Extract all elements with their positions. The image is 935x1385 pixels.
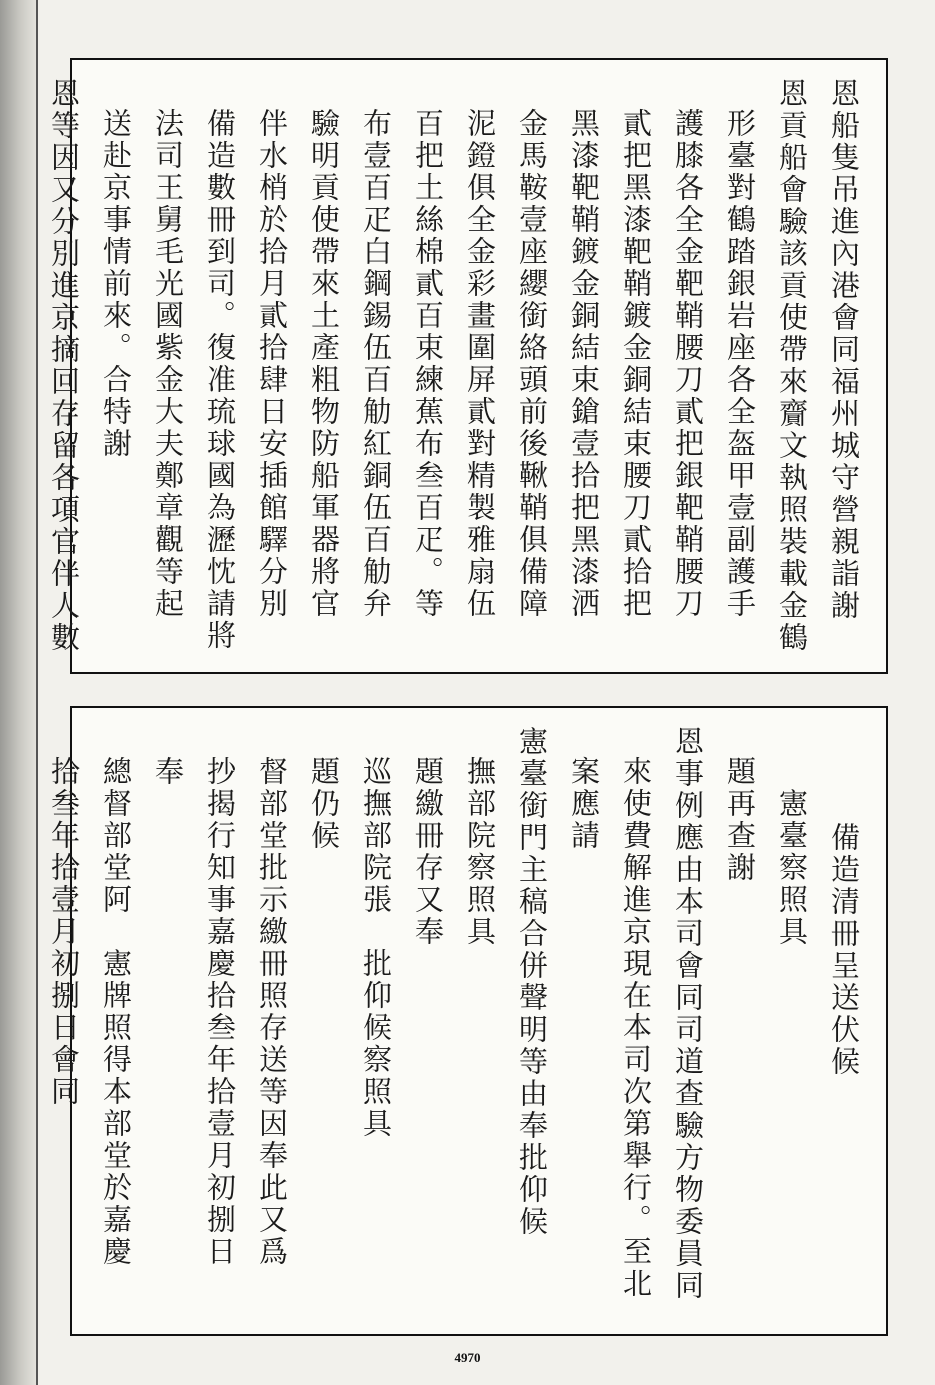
bottom-column: 巡撫部院張 批仰候察照具 bbox=[359, 756, 393, 1140]
bottom-column: 恩事例應由本司會同司道查驗方物委員同 bbox=[671, 726, 705, 1302]
page-number: 4970 bbox=[454, 1350, 481, 1365]
top-column: 百把土絲棉貳百束練蕉布叁百疋。等 bbox=[411, 108, 445, 620]
top-column: 備造數冊到司。復准琉球國為瀝忱請將 bbox=[203, 108, 237, 652]
top-column: 恩船隻吊進內港會同福州城守營親詣謝 bbox=[827, 78, 861, 622]
bottom-text-panel bbox=[47, 706, 888, 1336]
top-text-panel bbox=[47, 58, 888, 674]
top-column: 布壹百疋白鋼錫伍百觔紅銅伍百觔弁 bbox=[359, 108, 393, 620]
bottom-column: 抄揭行知事嘉慶拾叁年拾壹月初捌日 bbox=[203, 756, 237, 1268]
bottom-column: 備造清冊呈送伏候 bbox=[827, 822, 861, 1078]
bottom-column: 奉 bbox=[151, 756, 185, 788]
top-column: 法司王舅毛光國紫金大夫鄭章觀等起 bbox=[151, 108, 185, 620]
top-column: 貳把黑漆靶鞘鍍金銅結束腰刀貳拾把 bbox=[619, 108, 653, 620]
bottom-column: 拾叁年拾壹月初捌日會同 bbox=[47, 756, 81, 1108]
top-text-columns bbox=[47, 60, 886, 672]
bottom-column: 題仍候 bbox=[307, 756, 341, 852]
top-column: 泥鐙俱全金彩畫圍屏貳對精製雅扇伍 bbox=[463, 108, 497, 620]
bottom-column: 憲臺察照具 bbox=[775, 788, 809, 948]
bottom-column: 案應請 bbox=[567, 756, 601, 852]
top-column: 形臺對鶴踏銀岩座各全盔甲壹副護手 bbox=[723, 108, 757, 620]
top-column: 黑漆靶鞘鍍金銅結束鎗壹拾把黑漆洒 bbox=[567, 108, 601, 620]
bottom-column: 督部堂批示繳冊照存送等因奉此又爲 bbox=[255, 756, 289, 1268]
bottom-column: 總督部堂阿 憲牌照得本部堂於嘉慶 bbox=[99, 756, 133, 1268]
bottom-text-columns bbox=[47, 708, 886, 1334]
top-column: 護膝各全金靶鞘腰刀貳把銀靶鞘腰刀 bbox=[671, 108, 705, 620]
top-column: 伴水梢於拾月貳拾肆日安插館驛分別 bbox=[255, 108, 289, 620]
bottom-column: 題再查謝 bbox=[723, 756, 757, 884]
bottom-column: 憲臺銜門主稿合併聲明等由奉批仰候 bbox=[515, 726, 549, 1238]
top-column: 金馬鞍壹座纓銜絡頭前後鞦鞘俱備障 bbox=[515, 108, 549, 620]
top-column: 恩等因又分別進京摘回存留各項官伴人數 bbox=[47, 78, 81, 654]
top-column: 恩貢船會驗該貢使帶來齎文執照裝載金鶴 bbox=[775, 78, 809, 654]
top-column: 送赴京事情前來。合特謝 bbox=[99, 108, 133, 460]
book-spine-shadow bbox=[0, 0, 36, 1385]
bottom-column: 題繳冊存又奉 bbox=[411, 756, 445, 948]
bottom-column: 來使費解進京現在本司次第舉行。至北 bbox=[619, 756, 653, 1300]
bottom-column: 撫部院察照具 bbox=[463, 756, 497, 948]
top-column: 驗明貢使帶來土產粗物防船軍器將官 bbox=[307, 108, 341, 620]
